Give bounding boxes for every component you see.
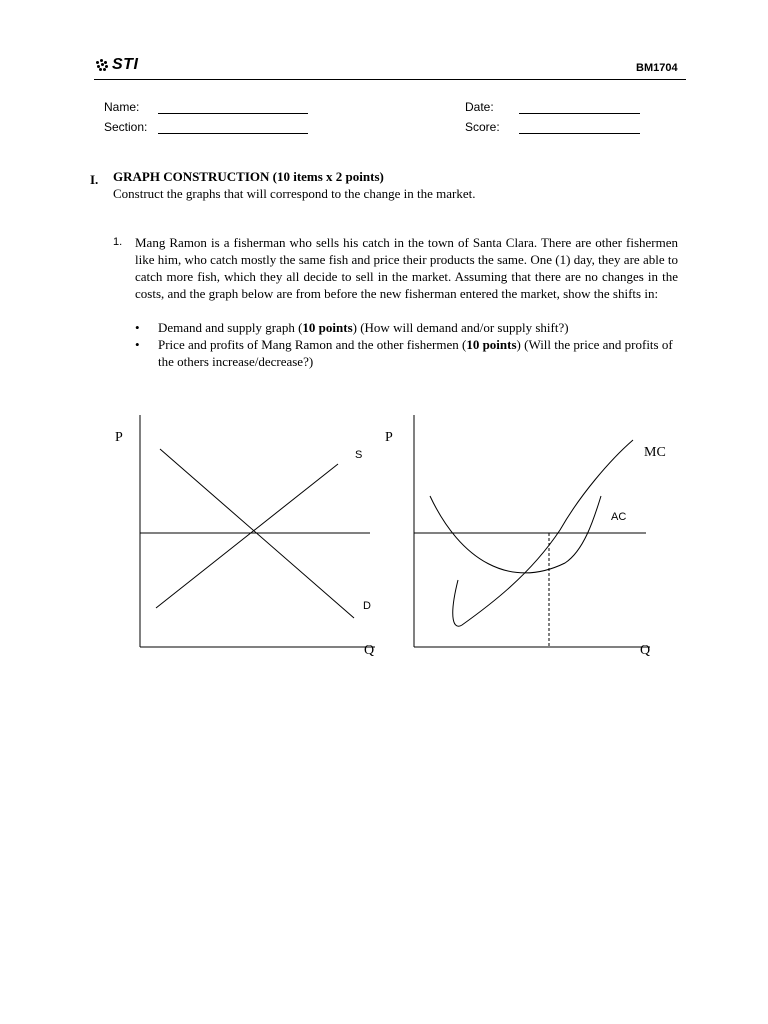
x-axis-label: Q (364, 643, 375, 658)
supply-label: S (355, 449, 363, 461)
logo-text: STI (112, 56, 139, 73)
section-field[interactable] (158, 133, 308, 134)
bullet-item: • Demand and supply graph (10 points) (How will demand and/or supply shift?) (135, 320, 569, 335)
section-instructions: Construct the graphs that will correspond to the change in the market. (113, 186, 476, 201)
question-bullets (135, 319, 678, 370)
course-code: BM1704 (636, 62, 678, 74)
ac-curve (430, 496, 601, 573)
name-field[interactable] (158, 113, 308, 114)
score-field[interactable] (519, 133, 640, 134)
bullet-item: • Price and profits of Mang Ramon and the other fishermen (10 points) (Will the price and profits of the others increase/decrease?) (135, 337, 673, 369)
date-label: Date: (465, 100, 494, 114)
date-field[interactable] (519, 113, 640, 114)
supply-demand-graph (100, 400, 390, 670)
sti-logo (94, 55, 138, 75)
mc-label: MC (644, 445, 666, 460)
question-text: Mang Ramon is a fisherman who sells his catch in the town of Santa Clara. There are other fishermen like him, who catch mostly the same fish and price their products the same. One (1) day, they are able to catch more fish, which they all decide to sell in the market. Assuming that there are no changes in the costs, and the graph below are from before the new fisherman entered the market, show the shifts in: (135, 235, 678, 301)
cost-curves-graph (380, 400, 680, 670)
x-axis-label: Q (640, 643, 651, 658)
header-divider (94, 79, 686, 80)
bullet-dot: • (135, 337, 140, 352)
globe-logo-icon (94, 57, 110, 73)
ac-label: AC (611, 511, 627, 523)
section-number: I. (90, 172, 99, 187)
section-title: GRAPH CONSTRUCTION (10 items x 2 points) (113, 169, 384, 184)
section-label: Section: (104, 120, 148, 134)
score-label: Score: (465, 120, 500, 134)
name-label: Name: (104, 100, 140, 114)
demand-label: D (363, 600, 371, 612)
supply-curve (156, 464, 338, 608)
y-axis-label: P (115, 430, 123, 445)
y-axis-label: P (385, 430, 393, 445)
question-number: 1. (113, 236, 123, 248)
bullet-dot: • (135, 320, 140, 335)
